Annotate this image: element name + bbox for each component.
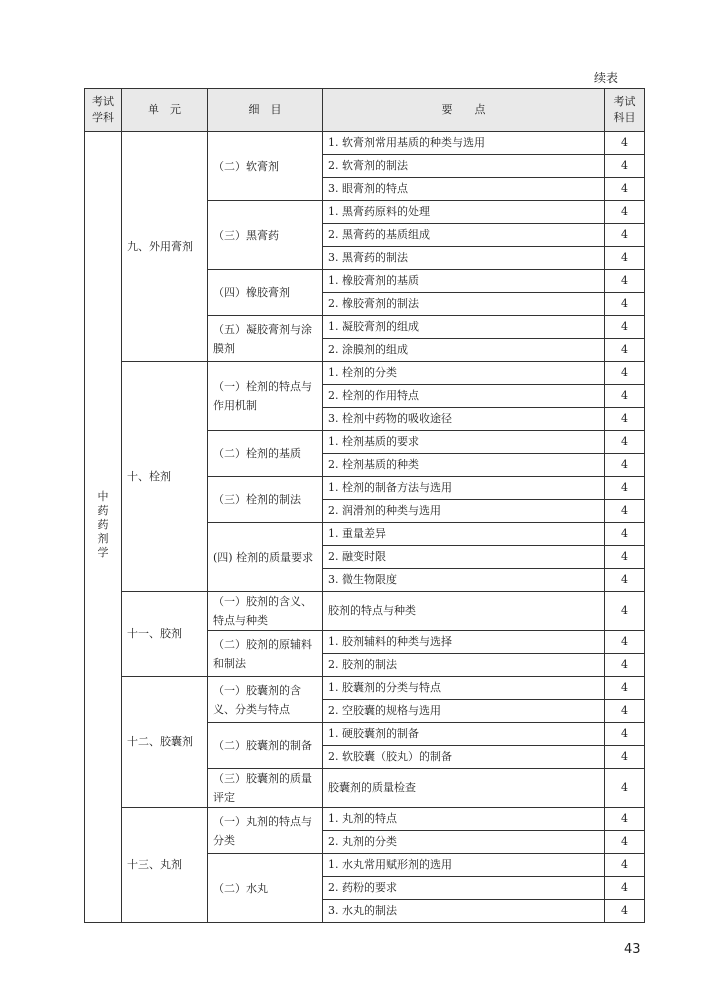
detail-cell: （二）水丸 (208, 854, 323, 923)
point-cell: 2. 栓剂基质的种类 (323, 454, 605, 477)
detail-cell: （五）凝胶膏剂与涂膜剂 (208, 316, 323, 362)
level-cell: 4 (605, 900, 645, 923)
header-detail: 细 目 (208, 89, 323, 132)
point-cell: 2. 软膏剂的制法 (323, 155, 605, 178)
level-cell: 4 (605, 654, 645, 677)
level-cell: 4 (605, 700, 645, 723)
level-cell: 4 (605, 293, 645, 316)
detail-cell: （二）软膏剂 (208, 132, 323, 201)
point-cell: 1. 软膏剂常用基质的种类与选用 (323, 132, 605, 155)
header-level: 考试科目 (605, 89, 645, 132)
detail-cell: （三）黑膏药 (208, 201, 323, 270)
point-cell: 1. 栓剂的制备方法与选用 (323, 477, 605, 500)
table-row (85, 808, 645, 831)
level-cell: 4 (605, 178, 645, 201)
point-cell: 1. 水丸常用赋形剂的选用 (323, 854, 605, 877)
level-cell: 4 (605, 746, 645, 769)
level-cell: 4 (605, 769, 645, 808)
level-cell: 4 (605, 808, 645, 831)
level-cell: 4 (605, 546, 645, 569)
level-cell: 4 (605, 408, 645, 431)
point-cell: 2. 胶剂的制法 (323, 654, 605, 677)
point-cell: 1. 黑膏药原料的处理 (323, 201, 605, 224)
level-cell: 4 (605, 385, 645, 408)
point-cell: 1. 重量差异 (323, 523, 605, 546)
unit-cell: 九、外用膏剂 (122, 132, 208, 362)
header-unit: 单 元 (122, 89, 208, 132)
point-cell: 2. 黑膏药的基质组成 (323, 224, 605, 247)
level-cell: 4 (605, 316, 645, 339)
syllabus-table (84, 88, 645, 923)
detail-cell: (四) 栓剂的质量要求 (208, 523, 323, 592)
table-body (85, 132, 645, 923)
level-cell: 4 (605, 631, 645, 654)
level-cell: 4 (605, 723, 645, 746)
level-cell: 4 (605, 270, 645, 293)
point-cell: 胶囊剂的质量检查 (323, 769, 605, 808)
point-cell: 3. 栓剂中药物的吸收途径 (323, 408, 605, 431)
table-header-row (85, 89, 645, 132)
header-subject: 考试学科 (85, 89, 122, 132)
point-cell: 胶剂的特点与种类 (323, 592, 605, 631)
point-cell: 3. 水丸的制法 (323, 900, 605, 923)
detail-cell: （二）栓剂的基质 (208, 431, 323, 477)
table-row (85, 362, 645, 385)
table-row (85, 592, 645, 631)
level-cell: 4 (605, 569, 645, 592)
unit-cell: 十一、胶剂 (122, 592, 208, 677)
page-number: 43 (624, 942, 641, 957)
level-cell: 4 (605, 247, 645, 270)
level-cell: 4 (605, 854, 645, 877)
level-cell: 4 (605, 362, 645, 385)
level-cell: 4 (605, 201, 645, 224)
point-cell: 3. 眼膏剂的特点 (323, 178, 605, 201)
point-cell: 2. 丸剂的分类 (323, 831, 605, 854)
point-cell: 2. 软胶囊（胶丸）的制备 (323, 746, 605, 769)
header-points: 要 点 (323, 89, 605, 132)
level-cell: 4 (605, 877, 645, 900)
detail-cell: （二）胶囊剂的制备 (208, 723, 323, 769)
point-cell: 3. 黑膏药的制法 (323, 247, 605, 270)
table-row (85, 132, 645, 155)
point-cell: 2. 栓剂的作用特点 (323, 385, 605, 408)
point-cell: 2. 融变时限 (323, 546, 605, 569)
level-cell: 4 (605, 592, 645, 631)
continued-label: 续表 (594, 71, 619, 85)
level-cell: 4 (605, 523, 645, 546)
detail-cell: （三）胶囊剂的质量评定 (208, 769, 323, 808)
level-cell: 4 (605, 677, 645, 700)
point-cell: 1. 橡胶膏剂的基质 (323, 270, 605, 293)
point-cell: 2. 空胶囊的规格与选用 (323, 700, 605, 723)
detail-cell: （三）栓剂的制法 (208, 477, 323, 523)
detail-cell: （一）栓剂的特点与作用机制 (208, 362, 323, 431)
point-cell: 2. 涂膜剂的组成 (323, 339, 605, 362)
level-cell: 4 (605, 831, 645, 854)
detail-cell: （四）橡胶膏剂 (208, 270, 323, 316)
point-cell: 3. 微生物限度 (323, 569, 605, 592)
point-cell: 1. 胶囊剂的分类与特点 (323, 677, 605, 700)
detail-cell: （一）胶囊剂的含义、分类与特点 (208, 677, 323, 723)
table-row (85, 677, 645, 700)
level-cell: 4 (605, 224, 645, 247)
unit-cell: 十三、丸剂 (122, 808, 208, 923)
level-cell: 4 (605, 431, 645, 454)
point-cell: 1. 凝胶膏剂的组成 (323, 316, 605, 339)
point-cell: 2. 药粉的要求 (323, 877, 605, 900)
detail-cell: （二）胶剂的原辅料和制法 (208, 631, 323, 677)
point-cell: 2. 润滑剂的种类与选用 (323, 500, 605, 523)
level-cell: 4 (605, 477, 645, 500)
unit-cell: 十二、胶囊剂 (122, 677, 208, 808)
point-cell: 1. 胶剂辅料的种类与选择 (323, 631, 605, 654)
subject-text: 中药药剂学 (97, 490, 109, 559)
point-cell: 1. 栓剂基质的要求 (323, 431, 605, 454)
point-cell: 2. 橡胶膏剂的制法 (323, 293, 605, 316)
point-cell: 1. 硬胶囊剂的制备 (323, 723, 605, 746)
unit-cell: 十、栓剂 (122, 362, 208, 592)
level-cell: 4 (605, 155, 645, 178)
level-cell: 4 (605, 339, 645, 362)
point-cell: 1. 栓剂的分类 (323, 362, 605, 385)
point-cell: 1. 丸剂的特点 (323, 808, 605, 831)
level-cell: 4 (605, 454, 645, 477)
subject-cell (85, 132, 122, 923)
detail-cell: （一）丸剂的特点与分类 (208, 808, 323, 854)
level-cell: 4 (605, 132, 645, 155)
detail-cell: （一）胶剂的含义、特点与种类 (208, 592, 323, 631)
level-cell: 4 (605, 500, 645, 523)
